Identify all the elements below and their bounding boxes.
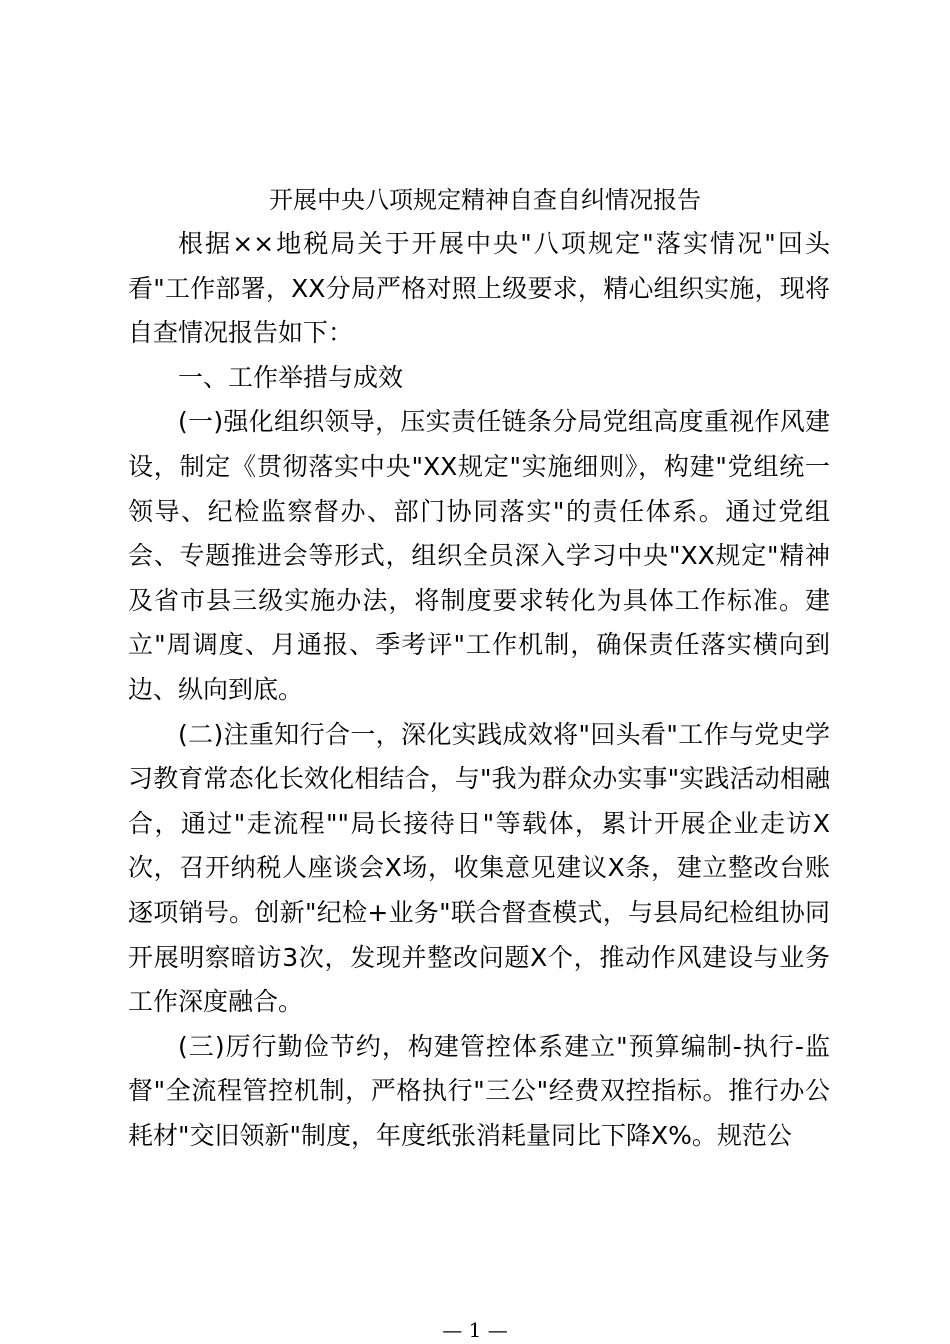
paragraph-practice-results: (二)注重知行合一，深化实践成效将"回头看"工作与党史学习教育常态化长效化相结合，与"我为群众办实事"实践活动相融合，通过"走流程""局长接待日"等载体，累计开展企业走访X次，召开纳税人座谈会X场，收集意见建议X条，建立整改台账逐项销号。创新"纪检+业务"联合督查模式，与县局纪检组协同开展明察暗访3次，发现并整改问题X个，推动作风建设与业务工作深度融合。 — [128, 719, 830, 1017]
paragraph-frugality-control: (三)厉行勤俭节约，构建管控体系建立"预算编制-执行-监督"全流程管控机制，严格执行"三公"经费双控指标。推行办公耗材"交旧领新"制度，年度纸张消耗量同比下降X%。规范公 — [128, 1031, 830, 1150]
section-heading: 一、工作举措与成效 — [178, 362, 404, 392]
intro-paragraph: 根据××地税局关于开展中央"八项规定"落实情况"回头看"工作部署，XX分局严格对照上级要求，精心组织实施，现将自查情况报告如下： — [128, 229, 830, 348]
document-body — [128, 178, 830, 1158]
document-title: 开展中央八项规定精神自查自纠情况报告 — [269, 186, 701, 214]
page-number: — 1 — — [442, 1318, 508, 1342]
paragraph-organization-leadership: (一)强化组织领导，压实责任链条分局党组高度重视作风建设，制定《贯彻落实中央"XX规定"实施细则》，构建"党组统一领导、纪检监察督办、部门协同落实"的责任体系。通过党组会、专题推进会等形式，组织全员深入学习中央"XX规定"精神及省市县三级实施办法，将制度要求转化为具体工作标准。建立"周调度、月通报、季考评"工作机制，确保责任落实横向到边、纵向到底。 — [128, 407, 830, 704]
